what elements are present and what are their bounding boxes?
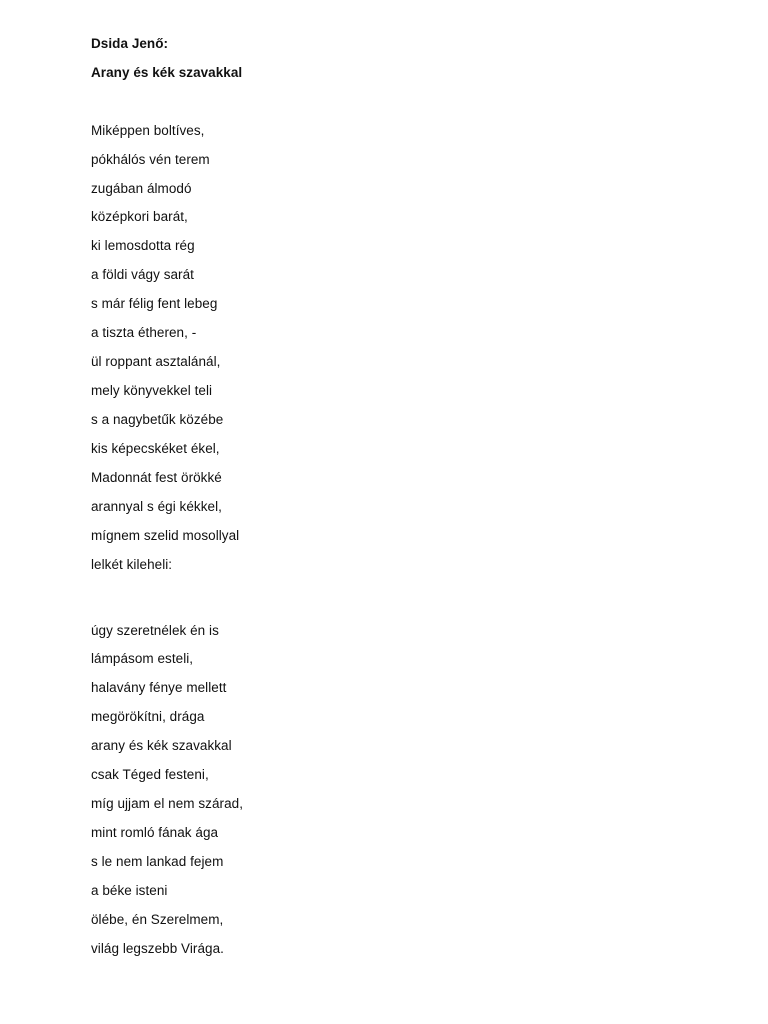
poem-line: Miképpen boltíves, [91,123,205,138]
poem-line: pókhálós vén terem [91,152,210,167]
poem-line: a földi vágy sarát [91,267,194,282]
poem-line: mint romló fának ága [91,825,219,840]
poem-line: zugában álmodó [91,181,192,196]
poem-line: arannyal s égi kékkel, [91,499,222,514]
poem-line: megörökítni, drága [91,709,205,724]
poem-line: ki lemosdotta rég [91,238,195,253]
poem-line: úgy szeretnélek én is [91,623,219,638]
poem-line: s már félig fent lebeg [91,296,218,311]
poem-line: halavány fénye mellett [91,680,227,695]
poem-line: mígnem szelid mosollyal [91,528,240,543]
poem-line: ül roppant asztalánál, [91,354,221,369]
poem-line: világ legszebb Virága. [91,941,224,956]
poem-line: arany és kék szavakkal [91,738,232,753]
poem-author: Dsida Jenő: [91,36,169,51]
poem-line: Madonnát fest örökké [91,470,222,485]
poem-line: ölébe, én Szerelmem, [91,912,224,927]
poem-line: míg ujjam el nem szárad, [91,796,244,811]
poem-line: csak Téged festeni, [91,767,209,782]
poem-title: Arany és kék szavakkal [91,65,243,80]
poem-line: lelkét kileheli: [91,557,173,572]
poem-line: kis képecskéket ékel, [91,441,220,456]
poem-line: középkori barát, [91,209,188,224]
poem-line: s le nem lankad fejem [91,854,224,869]
poem-line: s a nagybetűk közébe [91,412,224,427]
poem-line: mely könyvekkel teli [91,383,213,398]
poem-line: lámpásom esteli, [91,651,194,666]
poem-line: a tiszta étheren, - [91,325,197,340]
poem-line: a béke isteni [91,883,168,898]
